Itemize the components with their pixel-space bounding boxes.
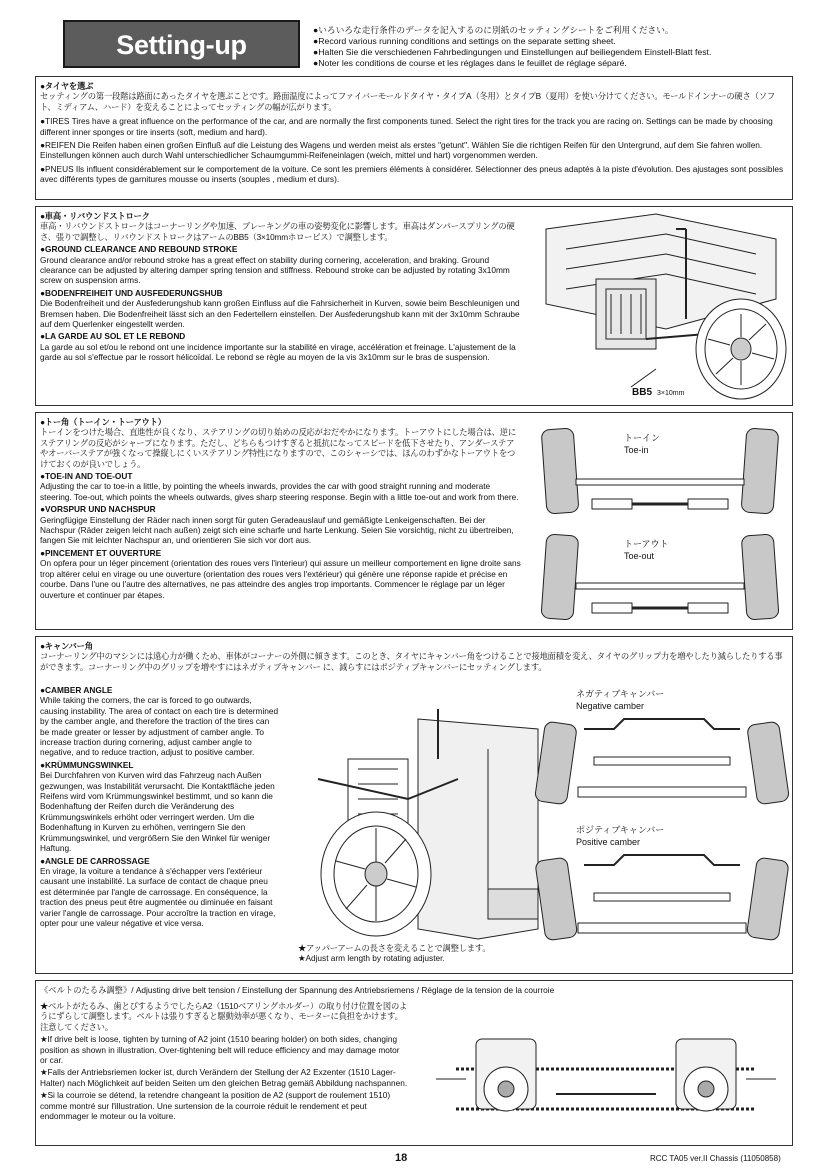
camber-section xyxy=(35,636,793,974)
toe-en-title: ●TOE-IN AND TOE-OUT xyxy=(40,471,133,482)
toe-in-en-label: Toe-in xyxy=(624,445,649,455)
ground-en-body: Ground clearance and/or rebound stroke has a great effect on stability during cornering, acceleration, and braking. Ground clearance can be adjusted by altering damper spring tension and stiffness. Rebound stroke can be adjusted by rotating 3x10mm screw on suspension arms. xyxy=(40,254,510,286)
bb5-size-label: 3×10mm xyxy=(657,390,685,397)
belt-title: 《ベルトのたるみ調整》/ Adjusting drive belt tension / Einstellung der Spannung des Antriebsriemens / Réglage de la tension de la courroie xyxy=(40,985,555,995)
ground-jp-title: ●車高・リバウンドストローク xyxy=(40,211,150,221)
toe-illustration xyxy=(532,415,790,627)
toe-en-body: Adjusting the car to toe-in a little, by pointing the wheels inwards, provides the car with good straight running and moderate steering. Toe-out, which points the wheels outwards, gives sharp steering response. Begin with a little toe-out and work from there. xyxy=(40,481,519,502)
belt-illustration xyxy=(416,999,790,1143)
toe-jp-body: トーインをつけた場合、直進性が良くなり、ステアリングの切り始めの反応がおだやかになります。トーアウトにした場合は、逆にステアリングの反応がシャープになります。ただし、どちらもつけすぎると抵抗になってスピードを低下させたり、アンダーステアやオーバーステアが強くなって操縦しにくいステアリング特性になりますので、このシャーシでは、ほんのわずかなトーアウトをつけておくのが良いでしょう。 xyxy=(40,427,516,469)
camber-fr-title: ●ANGLE DE CARROSSAGE xyxy=(40,855,150,866)
belt-section xyxy=(35,980,793,1146)
camber-jp-title: ●キャンバー角 xyxy=(40,641,93,651)
belt-jp: ★ベルトがたるみ、歯とびするようでしたらA2（1510ベアリングホルダー）の取り付け位置を図のようにずらして調整します。ベルトは張りすぎると駆動効率が悪くなり、モーターに負担をかけます。注意してください。 xyxy=(40,1001,408,1032)
belt-en: ★If drive belt is loose, tighten by turning of A2 joint (1510 bearing holder) on both sides, changing position as shown in illustration. Over-tightening belt will reduce efficiency and may damage motor or car. xyxy=(40,1034,400,1066)
ground-section xyxy=(35,206,793,406)
camber-jp-body: コーナーリング中のマシンには遠心力が働くため、車体がコーナーの外側に傾きます。このとき、タイヤにキャンバー角をつけることで接地面積を変え、タイヤのグリップ力を増やしたり減らしたりする事ができます。コーナーリング中のグリップを増やすにはネガティブキャンバー に、減らすにはポジティブキャンバーにセッティングします。 xyxy=(40,651,783,672)
header-line-fr: ●Noter les conditions de course et les réglages dans le feuillet de réglage séparé. xyxy=(313,58,627,68)
belt-de: ★Falls der Antriebsriemen locker ist, durch Verändern der Stellung der A2 Exzenter (1510 Lager-Halter) nach Möglichkeit auf beiden Seiten um den gleichen Betrag gemäß Abbildung nachspannen. xyxy=(40,1067,408,1088)
page-number: 18 xyxy=(395,1152,408,1164)
positive-camber-en-label: Positive camber xyxy=(576,837,641,847)
toe-out-en-label: Toe-out xyxy=(624,551,655,561)
camber-note-en: ★Adjust arm length by rotating adjuster. xyxy=(298,953,445,964)
tires-fr: ●PNEUS Ils influent considérablement sur le comportement de la voiture. Ce sont les premiers éléments à considérer. Sélectionner des pneus adaptés à la piste d'évolution. Des ajustages sont possibles avec différents types de garnitures mousse ou inserts (souples , medium et durs). xyxy=(40,163,784,185)
header-line-en: ●Record various running conditions and settings on the separate setting sheet. xyxy=(313,36,616,46)
camber-axle-illustration xyxy=(534,687,790,971)
camber-en-body: While taking the corners, the car is forced to go outwards, causing instability. The area of contact on each tire is determined by the camber angle, and therefore the traction of the tires can be made greater or lesser by adjustment of camber angle. To increase traction during cornering, adjust camber angle to negative, and to reduce traction, adjust to positive camber. xyxy=(40,695,279,758)
tires-jp-title: ●タイヤを選ぶ xyxy=(40,81,94,91)
toe-de-body: Geringfügige Einstellung der Räder nach innen sorgt für guten Geradeauslauf und gemäßigte Lenkeigenschaften. Bei der Nachspur (Räder zeigen leicht nach außen) zeigt sich eine scharfe und harte Lenkung. Seien Sie vorsichtig, nicht zu übertreiben, fangen Sie mit leichter Nachspur an, und orientieren Sie sich vor dort aus. xyxy=(40,514,514,546)
ground-fr-body: La garde au sol et/ou le rebond ont une incidence importante sur la stabilité en virage, accélération et freinage. L'ajustement de la garde au sol s'effectue par le rossort hélicoïdal. Le rebond se règle au moyen de la vis 3x10mm sur le bras de suspension. xyxy=(40,341,516,363)
toe-jp-title: ●トー角（トーイン・トーアウト） xyxy=(40,417,166,427)
camber-fr-body: En virage, la voiture a tendance à s'échapper vers l'extérieur causant une instabilité. La surface de contact de chaque pneu est déterminée par l'angle de carrossage. En conséquence, la traction des pneus peut être augmentée ou diminuée en faisant varier l'angle de carrossage. Pour accroître la traction en virage, opter pour une valeur négative et vice versa. xyxy=(40,865,276,928)
ground-en-title: ●GROUND CLEARANCE AND REBOUND STROKE xyxy=(40,244,238,255)
footer-code: RCC TA05 ver.II Chassis (11050858) xyxy=(650,1154,781,1163)
camber-de-title: ●KRÜMMUNGSWINKEL xyxy=(40,759,134,770)
bb5-label: BB5 xyxy=(632,387,653,398)
tires-section xyxy=(35,76,793,200)
suspension-illustration xyxy=(536,209,790,403)
camber-en-title: ●CAMBER ANGLE xyxy=(40,685,113,695)
toe-section xyxy=(35,412,793,630)
header-line-jp: ●いろいろな走行条件のデータを記入するのに別紙のセッティングシートをご利用ください。 xyxy=(313,25,674,35)
header-line-de: ●Halten Sie die verschiedenen Fahrbedingungen und Einstellungen auf beiliegendem Einstell-Blatt fest. xyxy=(313,47,712,57)
positive-camber-jp-label: ポジティブキャンバー xyxy=(576,825,665,835)
negative-camber-en-label: Negative camber xyxy=(576,701,645,711)
toe-in-jp-label: トーイン xyxy=(624,433,661,443)
ground-fr-title: ●LA GARDE AU SOL ET LE REBOND xyxy=(40,331,186,342)
page-title: Setting-up xyxy=(116,30,247,60)
tires-en: ●TIRES Tires have a great influence on the performance of the car, and are normally the first components tuned. Select the right tires for the track you are racing on. Settings can be made by choosing different inner sponges or tire inserts (soft, medium and hard). xyxy=(40,116,773,137)
ground-jp-body: 車高・リバウンドストロークはコーナーリングや加速、ブレーキングの車の姿勢変化に影響します。車高はダンパースプリングの硬さ、張りで調整し、リバウンドストロークはアームのBB5（3×10mmホロービス）で調整します。 xyxy=(40,221,515,242)
toe-fr-title: ●PINCEMENT ET OUVERTURE xyxy=(40,547,162,558)
camber-de-body: Bei Durchfahren von Kurven wird das Fahrzeug nach Außen gezwungen, was Instabilität verursacht. Die Kontaktfläche jeden Reifens wird vom Krümmungswinkel bestimmt, und so kann die Bodenhaftung der Reifen durch die Veränderung des Krümmungswinkels erhöht oder verringert werden. Um die Bodenhaftung in Kurven zu erhöhen, verringern Sie den Krümmungswinkel, und vergrößern Sie den Winkel für weniger Haftung. xyxy=(40,770,275,854)
tires-de: ●REIFEN Die Reifen haben einen großen Einfluß auf die Leistung des Wagens und werden meist als erstes "getunt". Wählen Sie die richtigen Reifen für den Untergrund, auf dem Sie fahren wollen. Einstellungen können auch durch Wahl unterschiedlicher Schaumgummi-Reifeneinlagen (weich, mittel und hart) vorgenommen werden. xyxy=(40,140,763,161)
camber-illustration xyxy=(288,689,550,971)
toe-de-title: ●VORSPUR UND NACHSPUR xyxy=(40,504,156,515)
header-notes xyxy=(313,25,803,69)
toe-out-jp-label: トーアウト xyxy=(624,539,669,549)
tires-jp-body: セッティングの第一段階は路面にあったタイヤを選ぶことです。路面温度によってファイバーモールドタイヤ・タイプA（冬用）とタイプB（夏用）を使い分けてください。モールドインナーの硬さ（ソフト、ミディアム、ハード）を変えることによってセッティングの幅が広がります。 xyxy=(40,91,775,112)
belt-fr: ★Si la courroie se détend, la retendre changeant la position de A2 (support de roulement 1510) comme montré sur l'illustration. Une surtension de la courroie réduit le rendement et peut endommager le moteur ou la voiture. xyxy=(40,1090,391,1122)
camber-note-jp: ★アッパーアームの長さを変えることで調整します。 xyxy=(298,943,491,953)
ground-de-title: ●BODENFREIHEIT UND AUSFEDERUNGSHUB xyxy=(40,287,223,298)
toe-fr-body: On opfera pour un léger pincement (orientation des roues vers l'interieur) qui assure un meilleur comportement en ligne droite sans trop altérer celui en virage ou une ouverture (orientation des roues vers l'extérieur) qui génère une réponse rapide et précise en courbe. Dans l'une ou l'autre des alternatives, ne pas atteindre des angles trop importants. Commencer le réglage par un léger ouverture et continuer par étapes. xyxy=(40,558,521,600)
ground-de-body: Die Bodenfreiheit und der Ausfederungshub kann großen Einfluss auf die Fahrsicherheit in Kurven, sowie beim Beschleunigen und Bremsen haben. Die Bodenfreiheit lässt sich an den Federtellern einstellen. Der Ausfederungshub kann mit der 3x10mm Schraube auf dem Querlenker eingestellt werden. xyxy=(40,298,520,330)
negative-camber-jp-label: ネガティブキャンバー xyxy=(576,689,665,699)
title-box xyxy=(63,20,300,68)
